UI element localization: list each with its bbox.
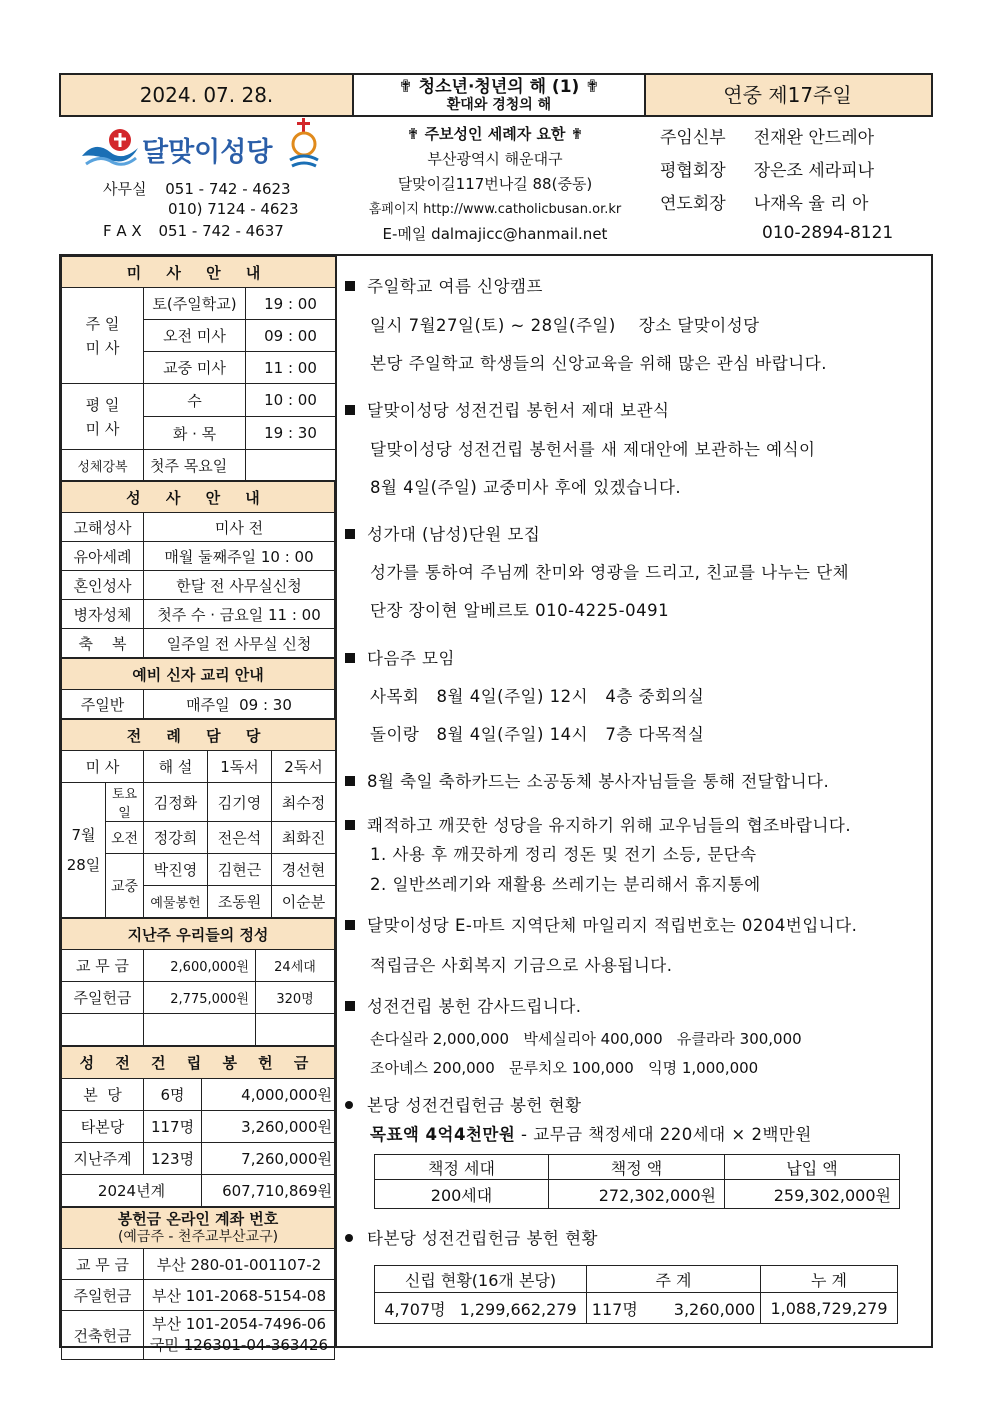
mass-time: 19 : 30 bbox=[246, 417, 336, 450]
staff-row: 평협회장 장은조 세라피나 bbox=[660, 161, 875, 181]
liturgy-cell: 이순분 bbox=[272, 886, 336, 918]
mass-name: 토(주일학교) bbox=[144, 288, 246, 320]
fund-label: 본 당 bbox=[62, 1079, 144, 1111]
theme-title: ✟ 청소년·청년의 해 (1) ✟ bbox=[398, 77, 600, 97]
fund-value: 200세대 bbox=[375, 1180, 549, 1209]
notice-item: 쾌적하고 깨끗한 성당을 유지하기 위해 교우님들의 협조바랍니다. bbox=[345, 816, 851, 836]
notice-item: 주일학교 여름 신앙캠프 bbox=[345, 277, 543, 297]
notice-item: 달맞이성당 성전건립 봉헌서 제대 보관식 bbox=[345, 401, 669, 421]
staff-phone: 010-2894-8121 bbox=[762, 223, 894, 243]
weekday-mass-label: 평 일 미 사 bbox=[62, 384, 144, 450]
liturgy-cell: 정강희 bbox=[144, 822, 208, 854]
notice-line: 성가를 통하여 주님께 찬미와 영광을 드리고, 친교를 나누는 단체 bbox=[370, 563, 850, 582]
account-number: 부산 280-01-001107-2 bbox=[144, 1249, 335, 1280]
mass-title: 미 사 안 내 bbox=[62, 257, 336, 288]
fax-number: 051 - 742 - 4637 bbox=[158, 222, 284, 240]
notice-line: 본당 주일학교 학생들의 신앙교육을 위해 많은 관심 바랍니다. bbox=[370, 354, 827, 373]
sacrament-value: 첫주 수 · 금요일 11 : 00 bbox=[144, 600, 335, 629]
sacrament-table bbox=[61, 481, 335, 658]
liturgy-cell: 김현근 bbox=[208, 854, 272, 886]
notice-item: 성전건립 봉헌 감사드립니다. bbox=[345, 997, 582, 1017]
notice-item: 8월 축일 축하카드는 소공동체 봉사자님들을 통해 전달합니다. bbox=[345, 772, 829, 792]
liturgy-cell: 최화진 bbox=[272, 822, 336, 854]
fax-row bbox=[103, 222, 284, 240]
sacrament-label: 고해성사 bbox=[62, 513, 144, 542]
fund-amount: 7,260,000원 bbox=[202, 1143, 335, 1175]
liturgy-table bbox=[61, 719, 336, 918]
building-fund-title: 성 전 건 립 봉 헌 금 bbox=[62, 1047, 335, 1079]
fund-value: 4,707명 1,299,662,279 bbox=[375, 1293, 587, 1324]
sacrament-label: 병자성체 bbox=[62, 600, 144, 629]
square-bullet-icon bbox=[345, 653, 355, 663]
staff-row: 주임신부 전재완 안드레아 bbox=[660, 128, 875, 148]
notice-item: 타본당 성전건립헌금 봉헌 현황 bbox=[345, 1229, 598, 1249]
mass-name: 교중 미사 bbox=[144, 352, 246, 384]
notice-item: 다음주 모임 bbox=[345, 649, 455, 669]
fund-label: 지난주계 bbox=[62, 1143, 144, 1175]
notice-line: 적립금은 사회복지 기금으로 사용됩니다. bbox=[370, 956, 673, 975]
parish-fund-table bbox=[374, 1154, 900, 1209]
mass-time: 09 : 00 bbox=[246, 320, 336, 352]
fund-year-total: 607,710,869원 bbox=[202, 1175, 335, 1207]
fax-label: F A X bbox=[103, 222, 142, 240]
sacrament-label: 축 복 bbox=[62, 629, 144, 658]
staff-list bbox=[660, 122, 874, 221]
liturgy-title: 전 례 담 당 bbox=[62, 720, 336, 751]
sacrament-value: 매월 둘째주일 10 : 00 bbox=[144, 542, 335, 571]
header-bar bbox=[59, 73, 933, 117]
liturgy-cell: 전은석 bbox=[208, 822, 272, 854]
fund-amount: 4,000,000원 bbox=[202, 1079, 335, 1111]
address-line2: 달맞이길117번나길 88(중동) bbox=[397, 175, 593, 193]
fund-value: 259,302,000원 bbox=[725, 1180, 900, 1209]
homepage: 홈페이지 http://www.catholicbusan.or.kr bbox=[368, 202, 622, 217]
account-label: 교 무 금 bbox=[62, 1249, 144, 1280]
staff-row: 연도회장 나재옥 율 리 아 bbox=[660, 194, 869, 214]
mass-name: 화 · 목 bbox=[144, 417, 246, 450]
notice-line: 사목회 8월 4일(주일) 12시 4층 중회의실 bbox=[370, 687, 705, 706]
liturgical-week: 연중 제17주일 bbox=[723, 83, 852, 107]
year-theme bbox=[352, 75, 646, 115]
sacrament-value: 미사 전 bbox=[144, 513, 335, 542]
catechism-label: 주일반 bbox=[62, 690, 144, 719]
account-label: 건축헌금 bbox=[62, 1311, 144, 1360]
offering-table bbox=[61, 918, 335, 1046]
square-bullet-icon bbox=[345, 281, 355, 291]
left-panel bbox=[59, 254, 337, 1354]
liturgy-mass: 토요일 bbox=[106, 783, 144, 822]
notice-line: 2. 일반쓰레기와 재활용 쓰레기는 분리해서 휴지통에 bbox=[370, 875, 761, 894]
mass-time: 10 : 00 bbox=[246, 384, 336, 417]
liturgy-header: 해 설 bbox=[144, 751, 208, 783]
mass-name: 수 bbox=[144, 384, 246, 417]
account-building: 부산 101-2054-7496-06 국민 126301-04-363426 bbox=[144, 1311, 335, 1360]
notice-line: 일시 7월27일(토) ~ 28일(주일) 장소 달맞이성당 bbox=[370, 316, 760, 335]
offering-count: 320명 bbox=[256, 982, 335, 1014]
sacrament-label: 혼인성사 bbox=[62, 571, 144, 600]
catechism-value: 매주일 09 : 30 bbox=[144, 690, 335, 719]
notice-line: 조아녜스 200,000 문루치오 100,000 익명 1,000,000 bbox=[370, 1059, 759, 1077]
bulletin-date: 2024. 07. 28. bbox=[139, 83, 274, 107]
liturgy-cell: 김기영 bbox=[208, 783, 272, 822]
offering-label: 주일헌금 bbox=[62, 982, 144, 1014]
liturgy-header: 2독서 bbox=[272, 751, 336, 783]
mass-name: 오전 미사 bbox=[144, 320, 246, 352]
sacrament-value: 한달 전 사무실신청 bbox=[144, 571, 335, 600]
notice-line: 8월 4일(주일) 교중미사 후에 있겠습니다. bbox=[370, 478, 682, 497]
fund-count: 117명 bbox=[144, 1111, 202, 1143]
account-subtitle: (예금주 - 천주교부산교구) bbox=[117, 1229, 279, 1245]
fund-amount: 3,260,000원 bbox=[202, 1111, 335, 1143]
fund-header: 책정 세대 bbox=[375, 1155, 549, 1180]
sunday-mass-label: 주 일 미 사 bbox=[62, 288, 144, 384]
sacrament-title: 성 사 안 내 bbox=[62, 482, 335, 513]
square-bullet-icon bbox=[345, 1001, 355, 1011]
fund-value: 272,302,000원 bbox=[549, 1180, 725, 1209]
account-label: 주일헌금 bbox=[62, 1280, 144, 1311]
round-bullet-icon bbox=[345, 1234, 353, 1242]
fund-header: 책정 액 bbox=[549, 1155, 725, 1180]
mobile-phone: 010) 7124 - 4623 bbox=[168, 200, 299, 218]
office-label: 사무실 bbox=[103, 180, 147, 198]
catechism-title: 예비 신자 교리 안내 bbox=[62, 659, 335, 690]
offering-amount: 2,600,000원 bbox=[144, 950, 256, 982]
mass-time: 19 : 00 bbox=[246, 288, 336, 320]
theme-subtitle: 환대와 경청의 해 bbox=[446, 97, 552, 113]
mass-time: 11 : 00 bbox=[246, 352, 336, 384]
notice-item: 성가대 (남성)단원 모집 bbox=[345, 525, 540, 545]
adoration-value: 첫주 목요일 bbox=[144, 450, 246, 481]
notice-line: 돌이랑 8월 4일(주일) 14시 7층 다목적실 bbox=[370, 725, 705, 744]
square-bullet-icon bbox=[345, 776, 355, 786]
square-bullet-icon bbox=[345, 529, 355, 539]
sacrament-label: 유아세례 bbox=[62, 542, 144, 571]
wave-logo-icon bbox=[80, 126, 140, 170]
mass-table bbox=[61, 256, 336, 481]
liturgy-cell: 조동원 bbox=[208, 886, 272, 918]
account-title-cell bbox=[62, 1208, 335, 1249]
fund-label: 타본당 bbox=[62, 1111, 144, 1143]
account-title: 봉헌금 온라인 계좌 번호 bbox=[117, 1210, 279, 1228]
offering-title: 지난주 우리들의 정성 bbox=[62, 919, 335, 950]
notice-line: 단장 장이현 알베르토 010-4225-0491 bbox=[370, 601, 670, 620]
parish-logo bbox=[80, 124, 300, 174]
liturgy-header: 미 사 bbox=[62, 751, 144, 783]
fund-count: 123명 bbox=[144, 1143, 202, 1175]
parish-info bbox=[350, 122, 640, 247]
patron-saint: ✟ 주보성인 세례자 요한 ✟ bbox=[406, 125, 584, 143]
sacrament-value: 일주일 전 사무실 신청 bbox=[144, 629, 335, 658]
liturgy-mass: 교중 bbox=[106, 854, 144, 918]
office-phone-row bbox=[103, 178, 291, 199]
notice-line: 1. 사용 후 깨끗하게 정리 정돈 및 전기 소등, 문단속 bbox=[370, 845, 757, 864]
liturgy-header: 1독서 bbox=[208, 751, 272, 783]
email: E-메일 dalmajicc@hanmail.net bbox=[382, 225, 608, 243]
other-parish-fund-table bbox=[374, 1265, 898, 1324]
round-bullet-icon bbox=[345, 1101, 353, 1109]
liturgy-cell: 김정화 bbox=[144, 783, 208, 822]
building-fund-table bbox=[61, 1046, 335, 1207]
notice-line: 달맞이성당 성전건립 봉헌서를 새 제대안에 보관하는 예식이 bbox=[370, 440, 816, 459]
square-bullet-icon bbox=[345, 405, 355, 415]
fund-header: 신립 현황(16개 본당) bbox=[375, 1266, 587, 1293]
account-table bbox=[61, 1207, 335, 1360]
notice-item: 본당 성전건립헌금 봉헌 현황 bbox=[345, 1096, 582, 1116]
liturgy-cell: 박진영 bbox=[144, 854, 208, 886]
liturgy-cell: 경선현 bbox=[272, 854, 336, 886]
offering-count: 24세대 bbox=[256, 950, 335, 982]
fund-count: 6명 bbox=[144, 1079, 202, 1111]
liturgy-cell: 최수정 bbox=[272, 783, 336, 822]
moon-cross-icon bbox=[286, 118, 322, 168]
offering-amount: 2,775,000원 bbox=[144, 982, 256, 1014]
account-number: 부산 101-2068-5154-08 bbox=[144, 1280, 335, 1311]
fund-header: 주 계 bbox=[587, 1266, 761, 1293]
notice-line: 손다실라 2,000,000 박세실리아 400,000 유클라라 300,000 bbox=[370, 1030, 802, 1048]
catechism-table bbox=[61, 658, 335, 719]
address-line1: 부산광역시 해운대구 bbox=[427, 150, 563, 168]
liturgy-cell: 예물봉헌 bbox=[144, 886, 208, 918]
fund-year-label: 2024년계 bbox=[62, 1175, 202, 1207]
liturgy-mass: 오전 bbox=[106, 822, 144, 854]
fund-header: 누 계 bbox=[761, 1266, 898, 1293]
fund-value: 1,088,729,279 bbox=[761, 1293, 898, 1324]
adoration-label: 성체강복 bbox=[62, 450, 144, 481]
parish-name: 달맞이성당 bbox=[142, 137, 273, 168]
notice-item: 달맞이성당 E-마트 지역단체 마일리지 적립번호는 0204번입니다. bbox=[345, 916, 857, 936]
square-bullet-icon bbox=[345, 820, 355, 830]
fund-header: 납입 액 bbox=[725, 1155, 900, 1180]
square-bullet-icon bbox=[345, 920, 355, 930]
fund-goal: 목표액 4억4천만원 - 교무금 책정세대 220세대 × 2백만원 bbox=[370, 1125, 812, 1144]
liturgy-date: 7월 28일 bbox=[62, 783, 106, 918]
office-phone: 051 - 742 - 4623 bbox=[165, 180, 291, 198]
offering-label: 교 무 금 bbox=[62, 950, 144, 982]
fund-value: 117명 3,260,000 bbox=[587, 1293, 761, 1324]
